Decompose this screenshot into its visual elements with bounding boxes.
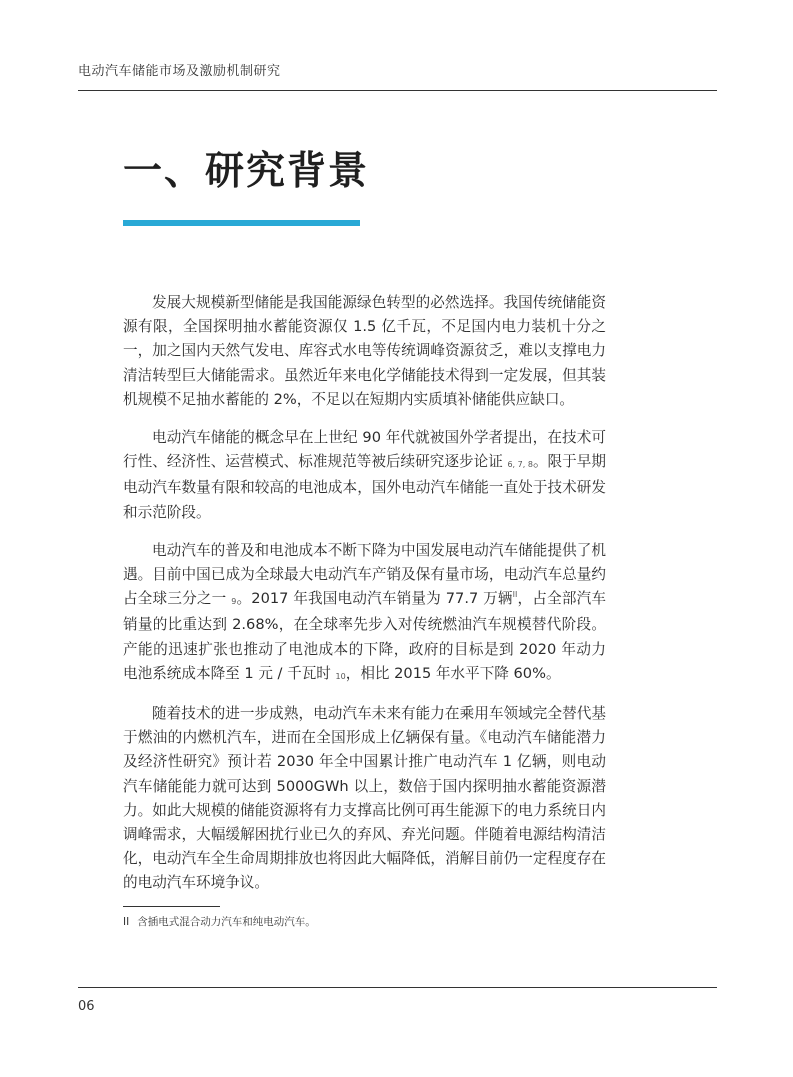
footnote <box>123 914 316 929</box>
citation-ref: 10 <box>335 671 346 681</box>
paragraph-text: ，占全部汽车销量的比重达到 2.68%，在全球率先步入对传统燃油汽车规模替代阶段。产能的迅速扩张也推动了电池成本的下降，政府的目标是到 2020 年动力电池系统成本降至 1 元 / 千瓦时 <box>123 590 606 682</box>
paragraph-energy-storage-need: 发展大规模新型储能是我国能源绿色转型的必然选择。我国传统储能资源有限，全国探明抽水蓄能资源仅 1.5 亿千瓦，不足国内电力装机十分之一，加之国内天然气发电、库容式水电等传统调峰资源贫乏，难以支撑电力清洁转型巨大储能需求。虽然近年来电化学储能技术得到一定发展，但其装机规模不足抽水蓄能的 2%，不足以在短期内实质填补储能供应缺口。 <box>123 294 606 408</box>
footnote-marker: II <box>123 916 130 928</box>
paragraph-text: ，相比 2015 年水平下降 60%。 <box>345 664 561 682</box>
header-divider <box>78 90 717 91</box>
citation-ref: 9 <box>231 597 237 607</box>
paragraph-china-opportunity <box>123 539 606 688</box>
paragraph-ev-storage-concept <box>123 426 606 525</box>
paragraph-text: 电动汽车储能的概念早在上世纪 90 年代就被国外学者提出，在技术可行性、经济性、运营模式、标准规范等被后续研究逐步论证 <box>123 429 606 471</box>
footnote-text: 含插电式混合动力汽车和纯电动汽车。 <box>137 916 316 928</box>
paragraph-future-potential: 随着技术的进一步成熟，电动汽车未来有能力在乘用车领域完全替代基于燃油的内燃机汽车，进而在全国形成上亿辆保有量。《电动汽车储能潜力及经济性研究》预计若 2030 年全中国累计推广电动汽车 1 亿辆，则电动汽车储能能力就可达到 5000GWh 以上，数倍于国内探明抽水蓄能资源潜力。如此大规模的储能资源将有力支撑高比例可再生能源下的电力系统日内调峰需求，大幅缓解困扰行业已久的弃风、弃光问题。伴随着电源结构清洁化，电动汽车全生命周期排放也将因此大幅降低，消解目前仍一定程度存在的电动汽车环境争议。 <box>123 705 606 892</box>
paragraph-text: 。2017 年我国电动汽车销量为 77.7 万辆 <box>236 590 513 608</box>
page-number: 06 <box>78 999 95 1014</box>
citation-ref: 6, 7, 8 <box>507 460 533 470</box>
footer-divider <box>78 987 717 988</box>
body-text <box>123 291 606 910</box>
running-header-title: 电动汽车储能市场及激励机制研究 <box>78 64 281 79</box>
paragraph-text: 电动汽车的普及和电池成本不断下降为中国发展电动汽车储能提供了机遇。目前中国已成为全球最大电动汽车产销及保有量市场，电动汽车总量约占全球三分之一 <box>123 541 606 608</box>
title-accent-bar <box>123 220 360 226</box>
footnote-marker-inline: II <box>512 590 518 600</box>
chapter-title: 一、研究背景 <box>123 149 370 194</box>
footnote-divider <box>123 906 220 907</box>
paragraph-text: 。限于早期电动汽车数量有限和较高的电池成本，国外电动汽车储能一直处于技术研发和示范阶段。 <box>123 453 606 521</box>
